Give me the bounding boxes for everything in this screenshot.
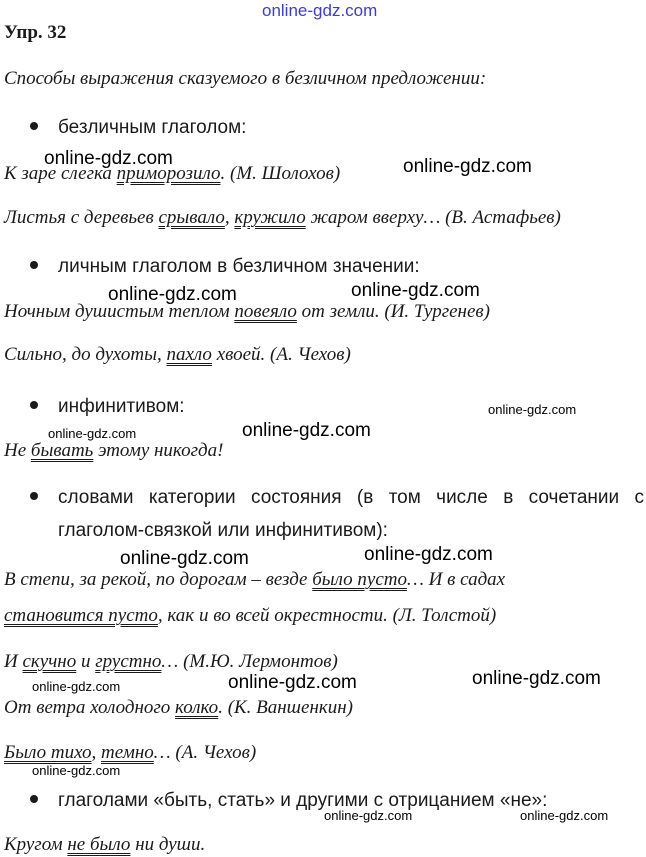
watermark: online-gdz.com bbox=[48, 426, 137, 441]
predicate: становится пусто bbox=[4, 605, 158, 626]
bullet-icon bbox=[30, 795, 38, 803]
example-line: Было тихо, темно… (А. Чехов) bbox=[4, 742, 257, 763]
example-line: К заре слегка приморозило. (М. Шолохов) bbox=[4, 163, 341, 184]
example-line: В степи, за рекой, по дорогам – везде было пусто… И в садах bbox=[4, 569, 506, 590]
watermark: online-gdz.com bbox=[364, 544, 493, 565]
bullet-label: личным глаголом в безличном значении: bbox=[58, 256, 420, 277]
bullet-label: глаголами «быть, стать» и другими с отрицанием «не»: bbox=[58, 790, 548, 811]
example-line: Листья с деревьев срывало, кружило жаром вверху… (В. Астафьев) bbox=[4, 207, 561, 228]
example-line: Кругом не было ни души. bbox=[4, 834, 206, 855]
predicate: кружило bbox=[234, 207, 306, 228]
example-line: И скучно и грустно… (М.Ю. Лермонтов) bbox=[4, 651, 338, 672]
watermark: online-gdz.com bbox=[228, 672, 357, 693]
watermark: online-gdz.com bbox=[488, 402, 577, 417]
bullet-icon bbox=[30, 261, 38, 269]
watermark: online-gdz.com bbox=[351, 280, 480, 301]
predicate: темно bbox=[101, 742, 154, 763]
predicate: срывало bbox=[158, 207, 225, 228]
watermark: online-gdz.com bbox=[324, 808, 413, 823]
watermark: online-gdz.com bbox=[520, 808, 609, 823]
bullet-label: инфинитивом: bbox=[58, 396, 185, 417]
watermark: online-gdz.com bbox=[472, 668, 601, 689]
bullet-item-4 bbox=[30, 487, 644, 509]
predicate: бывать bbox=[30, 440, 94, 461]
bullet-item-1 bbox=[30, 117, 246, 139]
watermark: online-gdz.com bbox=[32, 763, 121, 778]
predicate: пахло bbox=[166, 344, 212, 365]
watermark: online-gdz.com bbox=[108, 284, 237, 305]
watermark-top: online-gdz.com bbox=[262, 1, 378, 20]
bullet-label-cont: глаголом-связкой или инфинитивом): bbox=[58, 520, 388, 541]
predicate: повеяло bbox=[234, 301, 297, 322]
predicate: колко bbox=[175, 697, 219, 718]
bullet-item-3 bbox=[30, 396, 185, 418]
watermark: online-gdz.com bbox=[120, 548, 249, 569]
bullet-item-2 bbox=[30, 256, 420, 278]
example-line: становится пусто, как и во всей окрестности. (Л. Толстой) bbox=[4, 605, 497, 626]
exercise-title: Упр. 32 bbox=[4, 22, 67, 43]
watermark: online-gdz.com bbox=[44, 148, 173, 169]
section-heading: Способы выражения сказуемого в безличном предложении: bbox=[4, 68, 487, 89]
predicate: Было тихо bbox=[4, 742, 92, 763]
example-line: Сильно, до духоты, пахло хвоей. (А. Чехов) bbox=[4, 344, 351, 365]
example-line: Ночным душистым теплом повеяло от земли. (И. Тургенев) bbox=[4, 301, 490, 322]
bullet-label: безличным глаголом: bbox=[58, 117, 247, 138]
predicate: грустно bbox=[95, 651, 162, 672]
watermark: online-gdz.com bbox=[32, 679, 121, 694]
predicate: скучно bbox=[22, 651, 77, 672]
bullet-label: словами категории состояния (в том числе в сочетании с bbox=[58, 487, 644, 508]
predicate: приморозило bbox=[116, 163, 221, 184]
predicate: не было bbox=[67, 834, 131, 855]
predicate: было пусто bbox=[312, 569, 408, 590]
watermark: online-gdz.com bbox=[242, 420, 371, 441]
bullet-item-5 bbox=[30, 790, 547, 812]
bullet-icon bbox=[30, 492, 38, 500]
example-line: Не бывать этому никогда! bbox=[4, 440, 224, 461]
bullet-icon bbox=[30, 122, 38, 130]
bullet-icon bbox=[30, 401, 38, 409]
watermark: online-gdz.com bbox=[403, 156, 532, 177]
example-line: От ветра холодного колко. (К. Ваншенкин) bbox=[4, 697, 354, 718]
